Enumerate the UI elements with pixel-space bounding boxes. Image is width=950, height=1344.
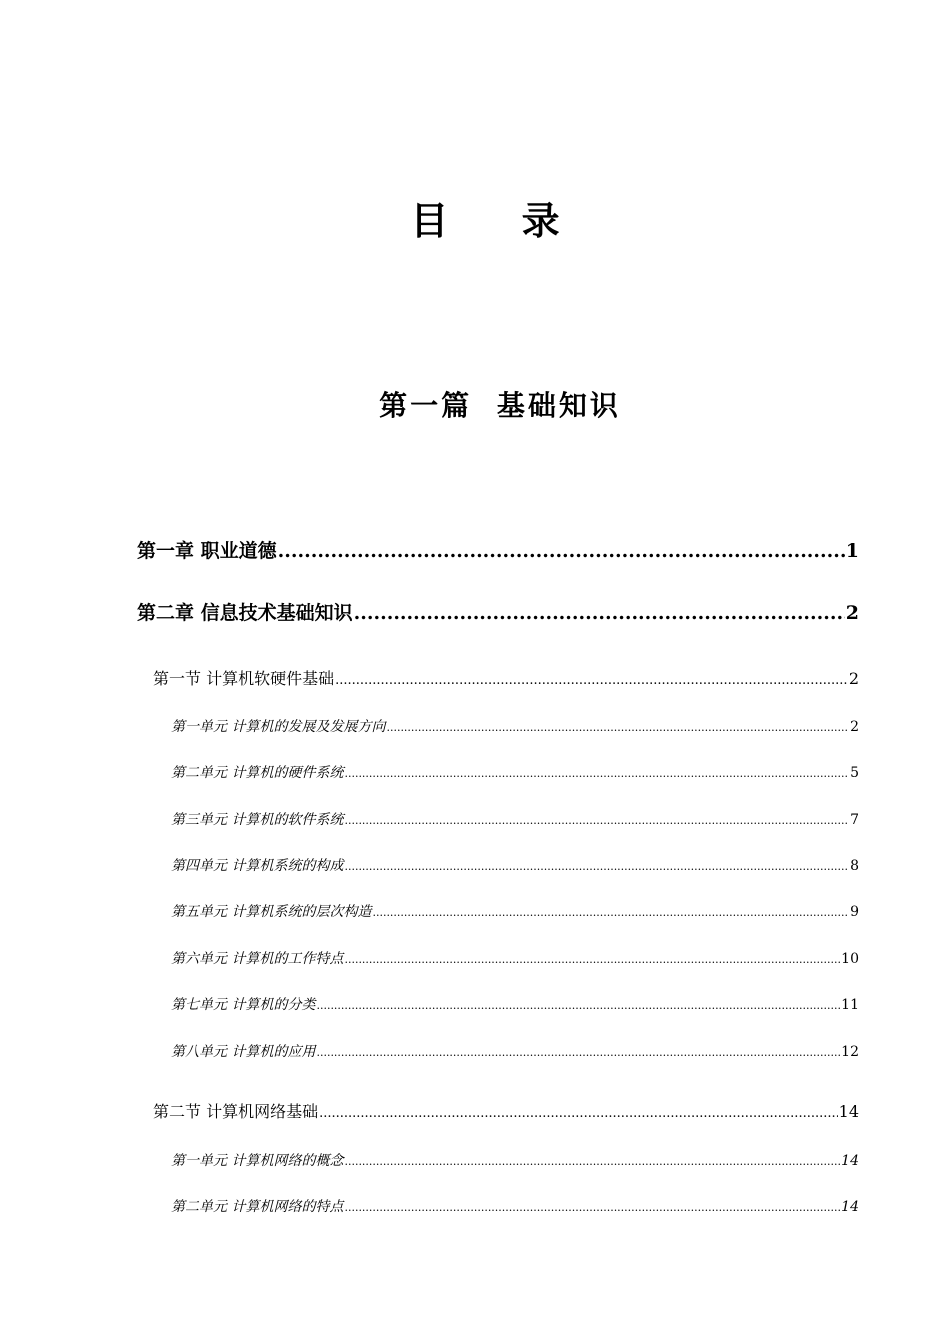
- toc-unit[interactable]: [171, 762, 859, 782]
- toc-leader: [335, 673, 848, 688]
- toc-leader: [344, 860, 849, 873]
- toc-page-number: 8: [850, 858, 859, 874]
- toc-page-number: 5: [850, 765, 859, 781]
- toc-leader: [372, 906, 849, 919]
- toc-page-number: 12: [841, 1044, 859, 1060]
- toc-leader: [316, 1046, 840, 1059]
- toc-unit[interactable]: [171, 1196, 859, 1216]
- toc-label: 第二章 信息技术基础知识: [137, 602, 353, 624]
- toc-unit[interactable]: [171, 994, 859, 1014]
- toc-leader: [344, 767, 849, 780]
- toc-leader: [316, 999, 840, 1012]
- toc-page-number: 11: [841, 997, 859, 1013]
- toc-label: 第一节 计算机软硬件基础: [153, 669, 335, 688]
- toc-label: 第三单元 计算机的软件系统: [171, 812, 344, 828]
- toc-label: 第一单元 计算机的发展及发展方向: [171, 719, 386, 735]
- toc-leader: [344, 814, 849, 827]
- toc-unit[interactable]: [171, 809, 859, 829]
- toc-page-number: 1: [845, 540, 859, 562]
- toc-label: 第八单元 计算机的应用: [171, 1044, 316, 1060]
- toc-label: 第六单元 计算机的工作特点: [171, 951, 344, 967]
- toc-unit[interactable]: [171, 948, 859, 968]
- toc-leader: [344, 953, 840, 966]
- toc-label: 第一章 职业道德: [137, 540, 277, 562]
- toc-unit[interactable]: [171, 901, 859, 921]
- toc-leader: [278, 540, 845, 562]
- toc-page-number: 2: [845, 602, 859, 624]
- toc-label: 第二单元 计算机的硬件系统: [171, 765, 344, 781]
- toc-page-number: 7: [850, 812, 859, 828]
- toc-page-number: 9: [850, 904, 859, 920]
- toc-leader: [344, 1201, 840, 1214]
- toc-label: 第一单元 计算机网络的概念: [171, 1153, 344, 1169]
- page-title: 目 录: [410, 199, 590, 243]
- toc-page-number: 14: [838, 1102, 859, 1121]
- toc-unit[interactable]: [171, 1150, 859, 1170]
- toc-label: 第五单元 计算机系统的层次构造: [171, 904, 372, 920]
- toc-label: 第七单元 计算机的分类: [171, 997, 316, 1013]
- toc-page-number: 2: [850, 719, 859, 735]
- toc-leader: [386, 721, 849, 734]
- toc-page-number: 2: [848, 669, 859, 688]
- toc-page-number: 14: [841, 1199, 859, 1215]
- toc-page-number: 14: [841, 1153, 859, 1169]
- toc-unit[interactable]: [171, 1041, 859, 1061]
- toc-page-number: 10: [841, 951, 859, 967]
- toc-leader: [354, 602, 845, 624]
- toc-section-2[interactable]: [153, 1099, 859, 1122]
- toc-section-1[interactable]: [153, 666, 859, 689]
- toc-label: 第四单元 计算机系统的构成: [171, 858, 344, 874]
- toc-unit[interactable]: [171, 855, 859, 875]
- toc-leader: [319, 1106, 838, 1121]
- toc-label: 第二单元 计算机网络的特点: [171, 1199, 344, 1215]
- part-title: 第一篇 基础知识: [379, 389, 621, 422]
- toc-chapter-2[interactable]: [137, 598, 859, 625]
- toc-chapter-1[interactable]: [137, 536, 859, 563]
- toc-leader: [344, 1155, 840, 1168]
- toc-label: 第二节 计算机网络基础: [153, 1102, 319, 1121]
- toc-unit[interactable]: [171, 716, 859, 736]
